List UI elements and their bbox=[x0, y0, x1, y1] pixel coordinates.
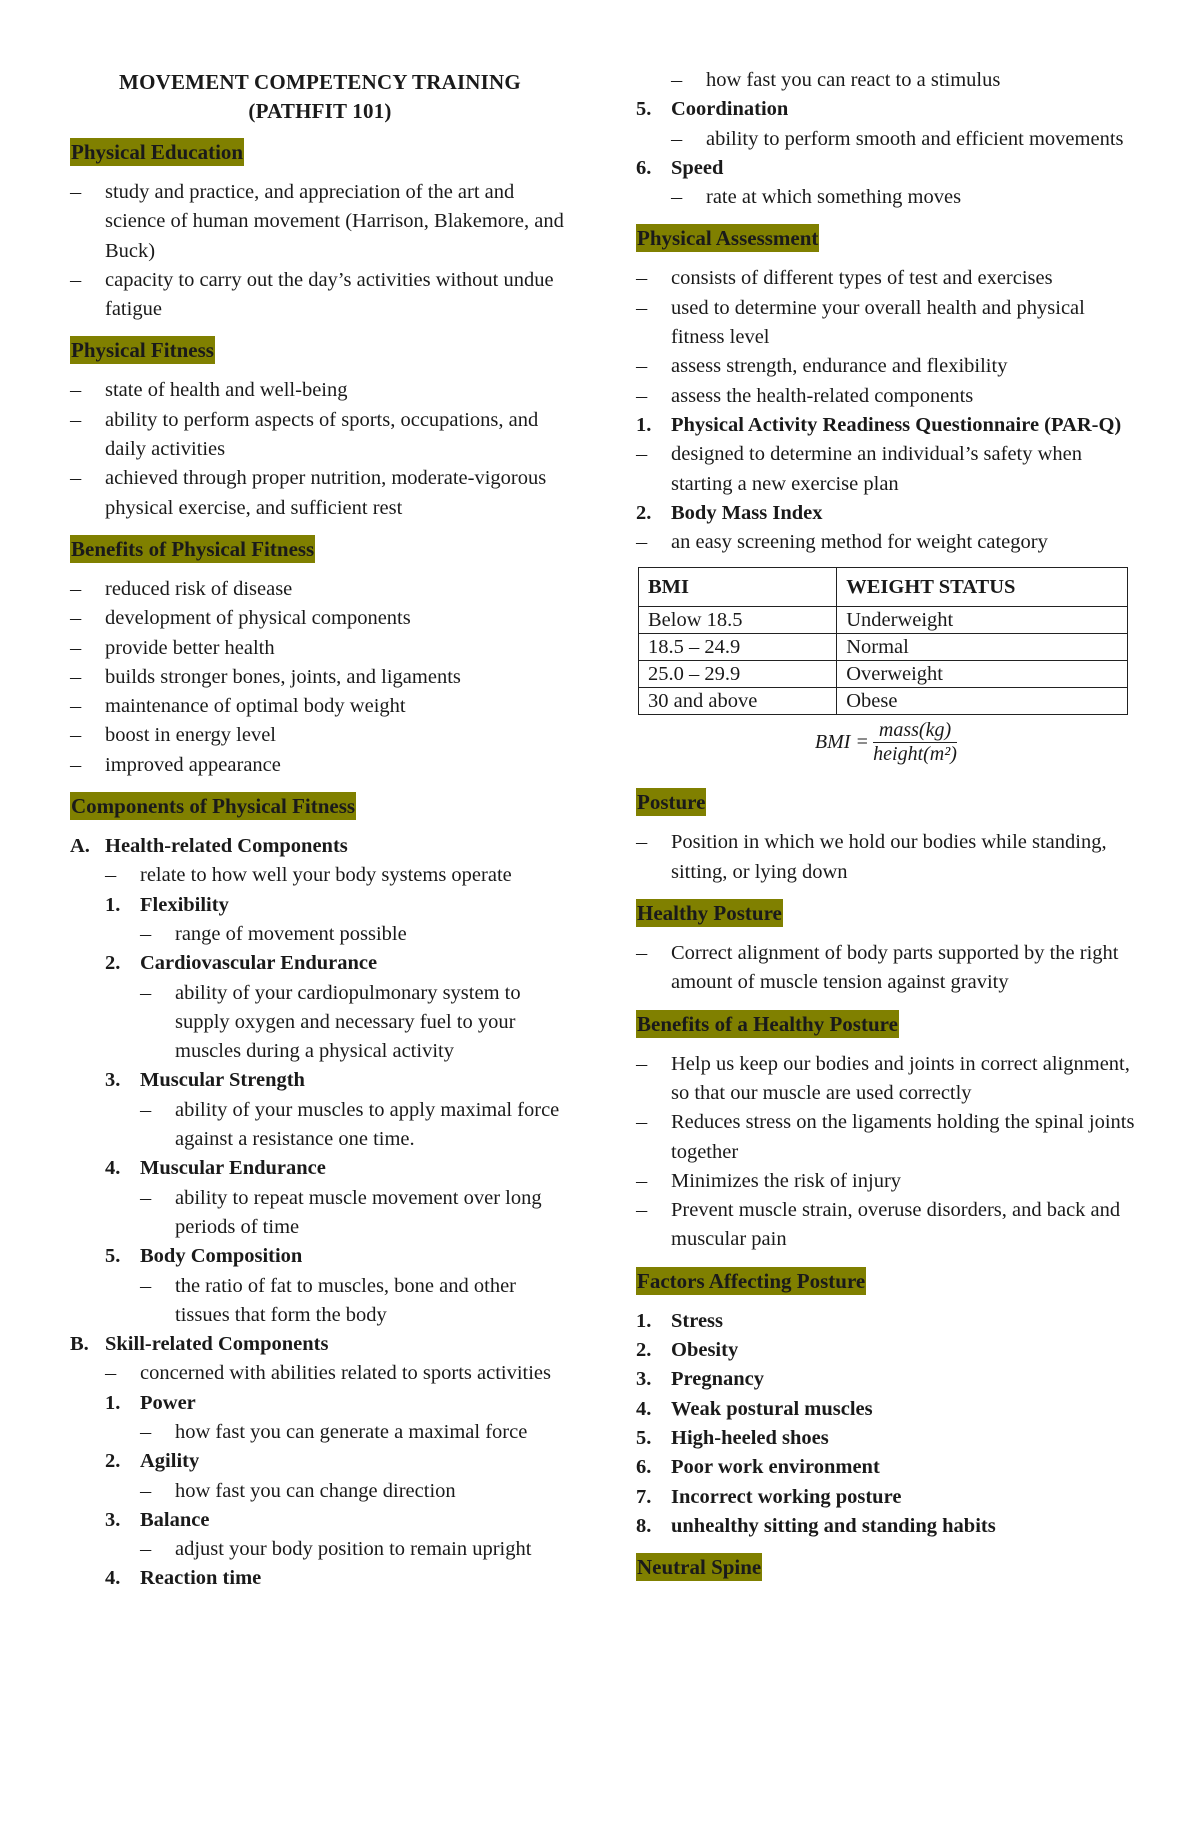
list-item: — Reduces stress on the ligaments holding the spinal joints together bbox=[636, 1108, 1136, 1167]
list-item: — Correct alignment of body parts supported by the right amount of muscle tension against gravity bbox=[636, 939, 1136, 998]
item-description: — rate at which something moves bbox=[671, 183, 1136, 212]
item-description: — ability to perform smooth and efficient movements bbox=[671, 125, 1136, 154]
component-group-b bbox=[70, 1330, 570, 1359]
list-item: — achieved through proper nutrition, moderate-vigorous physical exercise, and sufficient rest bbox=[70, 464, 570, 523]
item-description: — designed to determine an individual’s safety when starting a new exercise plan bbox=[636, 440, 1136, 499]
item-description: — range of movement possible bbox=[140, 920, 570, 949]
heading-components: Components of Physical Fitness bbox=[71, 794, 356, 819]
left-column bbox=[70, 68, 570, 1594]
table-row bbox=[639, 661, 1128, 688]
table-cell: 30 and above bbox=[639, 688, 837, 715]
component-item bbox=[105, 1447, 570, 1476]
item-number: 1. bbox=[636, 413, 652, 436]
item-number: 1. bbox=[105, 893, 121, 916]
list-item: — maintenance of optimal body weight bbox=[70, 692, 570, 721]
item-number: 3. bbox=[636, 1368, 652, 1391]
factor-item bbox=[636, 1453, 1136, 1482]
factor-item bbox=[636, 1395, 1136, 1424]
table-cell: Obese bbox=[837, 688, 1128, 715]
item-label: High-heeled shoes bbox=[671, 1426, 829, 1449]
formula-fraction bbox=[873, 719, 957, 766]
table-cell: Normal bbox=[837, 634, 1128, 661]
item-label: Cardiovascular Endurance bbox=[140, 952, 378, 975]
item-label: Physical Activity Readiness Questionnaire (PAR-Q) bbox=[671, 413, 1122, 436]
item-number: 5. bbox=[636, 1426, 652, 1449]
heading-healthy-posture: Healthy Posture bbox=[637, 901, 782, 926]
item-number: 7. bbox=[636, 1485, 652, 1508]
title-line-1: MOVEMENT COMPETENCY TRAINING bbox=[119, 70, 521, 94]
table-header-cell: WEIGHT STATUS bbox=[837, 568, 1128, 607]
heading-benefits-physical-fitness: Benefits of Physical Fitness bbox=[71, 536, 315, 561]
item-label: Stress bbox=[671, 1309, 724, 1332]
heading-factors-affecting-posture: Factors Affecting Posture bbox=[637, 1268, 866, 1293]
table-cell: 18.5 – 24.9 bbox=[639, 634, 837, 661]
list-item: — capacity to carry out the day’s activities without undue fatigue bbox=[70, 266, 570, 325]
item-description: — how fast you can react to a stimulus bbox=[671, 66, 1136, 95]
assessment-item bbox=[636, 499, 1136, 528]
component-item bbox=[105, 891, 570, 920]
item-number: 4. bbox=[105, 1567, 121, 1590]
factor-item bbox=[636, 1424, 1136, 1453]
table-header-cell: BMI bbox=[639, 568, 837, 607]
table-row bbox=[639, 607, 1128, 634]
heading-neutral-spine: Neutral Spine bbox=[637, 1555, 762, 1580]
table-cell: Underweight bbox=[837, 607, 1128, 634]
factor-item bbox=[636, 1483, 1136, 1512]
assessment-item bbox=[636, 411, 1136, 440]
item-label: Obesity bbox=[671, 1339, 739, 1362]
group-letter: A. bbox=[70, 835, 90, 858]
list-item: — boost in energy level bbox=[70, 721, 570, 750]
item-label: Balance bbox=[140, 1508, 210, 1531]
item-description: — adjust your body position to remain upright bbox=[140, 1535, 570, 1564]
heading-physical-education: Physical Education bbox=[71, 140, 244, 164]
title-line-2: (PATHFIT 101) bbox=[248, 99, 392, 123]
item-label: Body Composition bbox=[140, 1245, 303, 1268]
list-item: — ability to perform aspects of sports, occupations, and daily activities bbox=[70, 406, 570, 465]
group-letter: B. bbox=[70, 1333, 89, 1356]
item-number: 1. bbox=[636, 1309, 652, 1332]
document-title bbox=[70, 68, 570, 126]
item-number: 1. bbox=[105, 1391, 121, 1414]
list-item: — consists of different types of test and exercises bbox=[636, 264, 1136, 293]
factor-item bbox=[636, 1365, 1136, 1394]
component-item bbox=[105, 1506, 570, 1535]
heading-benefits-healthy-posture: Benefits of a Healthy Posture bbox=[637, 1011, 898, 1036]
item-description: — ability of your cardiopulmonary system to supply oxygen and necessary fuel to your muscles during a physical activity bbox=[140, 979, 570, 1067]
item-description: — how fast you can generate a maximal force bbox=[140, 1418, 570, 1447]
component-item bbox=[105, 1066, 570, 1095]
component-item bbox=[105, 1242, 570, 1271]
item-label: Poor work environment bbox=[671, 1456, 880, 1479]
component-group-a bbox=[70, 832, 570, 861]
item-label: Weak postural muscles bbox=[671, 1397, 873, 1420]
factor-item bbox=[636, 1307, 1136, 1336]
item-number: 2. bbox=[105, 952, 121, 975]
item-label: unhealthy sitting and standing habits bbox=[671, 1514, 996, 1537]
item-number: 4. bbox=[636, 1397, 652, 1420]
item-number: 3. bbox=[105, 1508, 121, 1531]
formula-denominator: height(m²) bbox=[873, 743, 957, 766]
list-item: — state of health and well-being bbox=[70, 376, 570, 405]
component-item bbox=[105, 1154, 570, 1183]
item-number: 8. bbox=[636, 1514, 652, 1537]
item-label: Agility bbox=[140, 1450, 200, 1473]
item-label: Coordination bbox=[671, 98, 789, 121]
item-number: 4. bbox=[105, 1157, 121, 1180]
item-number: 6. bbox=[636, 1456, 652, 1479]
table-cell: Below 18.5 bbox=[639, 607, 837, 634]
table-cell: Overweight bbox=[837, 661, 1128, 688]
list-item: — assess strength, endurance and flexibility bbox=[636, 352, 1136, 381]
item-label: Power bbox=[140, 1391, 196, 1414]
list-item: — study and practice, and appreciation of the art and science of human movement (Harrison, Blakemore, and Buck) bbox=[70, 178, 570, 266]
component-item bbox=[105, 1389, 570, 1418]
item-number: 2. bbox=[636, 501, 652, 524]
item-description: — an easy screening method for weight category bbox=[636, 528, 1136, 557]
table-cell: 25.0 – 29.9 bbox=[639, 661, 837, 688]
list-item: — improved appearance bbox=[70, 751, 570, 780]
item-label: Incorrect working posture bbox=[671, 1485, 902, 1508]
item-label: Muscular Strength bbox=[140, 1069, 305, 1092]
table-row bbox=[639, 688, 1128, 715]
item-label: Reaction time bbox=[140, 1567, 262, 1590]
group-label: Skill-related Components bbox=[105, 1333, 329, 1356]
heading-posture: Posture bbox=[637, 790, 706, 815]
item-label: Body Mass Index bbox=[671, 501, 823, 524]
component-item bbox=[105, 949, 570, 978]
item-description: — how fast you can change direction bbox=[140, 1477, 570, 1506]
list-item: — Position in which we hold our bodies while standing, sitting, or lying down bbox=[636, 828, 1136, 887]
item-number: 6. bbox=[636, 156, 652, 179]
heading-physical-fitness: Physical Fitness bbox=[71, 338, 214, 363]
item-description: — ability of your muscles to apply maximal force against a resistance one time. bbox=[140, 1096, 570, 1155]
item-label: Speed bbox=[671, 156, 724, 179]
list-item: — provide better health bbox=[70, 634, 570, 663]
formula-numerator: mass(kg) bbox=[873, 719, 957, 743]
list-item: — used to determine your overall health and physical fitness level bbox=[636, 294, 1136, 353]
formula-lhs: BMI = bbox=[814, 731, 869, 754]
component-item bbox=[636, 154, 1136, 183]
list-item: — assess the health-related components bbox=[636, 382, 1136, 411]
item-number: 2. bbox=[105, 1450, 121, 1473]
bmi-table bbox=[638, 567, 1128, 715]
list-item: — builds stronger bones, joints, and ligaments bbox=[70, 663, 570, 692]
item-number: 2. bbox=[636, 1339, 652, 1362]
bmi-formula bbox=[636, 719, 1136, 766]
item-number: 5. bbox=[105, 1245, 121, 1268]
list-item: — Prevent muscle strain, overuse disorders, and back and muscular pain bbox=[636, 1196, 1136, 1255]
table-row bbox=[639, 634, 1128, 661]
heading-physical-assessment: Physical Assessment bbox=[637, 226, 819, 251]
list-item: — development of physical components bbox=[70, 604, 570, 633]
list-item: — Help us keep our bodies and joints in correct alignment, so that our muscle are used correctly bbox=[636, 1050, 1136, 1109]
item-label: Muscular Endurance bbox=[140, 1157, 326, 1180]
component-item bbox=[636, 95, 1136, 124]
item-label: Flexibility bbox=[140, 893, 229, 916]
list-item: — reduced risk of disease bbox=[70, 575, 570, 604]
group-description: — relate to how well your body systems operate bbox=[105, 861, 570, 890]
factor-item bbox=[636, 1336, 1136, 1365]
factor-item bbox=[636, 1512, 1136, 1541]
right-column bbox=[636, 66, 1136, 1593]
list-item: — Minimizes the risk of injury bbox=[636, 1167, 1136, 1196]
item-number: 3. bbox=[105, 1069, 121, 1092]
item-label: Pregnancy bbox=[671, 1368, 765, 1391]
item-description: — ability to repeat muscle movement over long periods of time bbox=[140, 1184, 570, 1243]
table-header-row bbox=[639, 568, 1128, 607]
component-item bbox=[105, 1564, 570, 1593]
group-label: Health-related Components bbox=[105, 835, 348, 858]
item-description: — the ratio of fat to muscles, bone and other tissues that form the body bbox=[140, 1272, 570, 1331]
item-number: 5. bbox=[636, 98, 652, 121]
group-description: — concerned with abilities related to sports activities bbox=[105, 1359, 570, 1388]
